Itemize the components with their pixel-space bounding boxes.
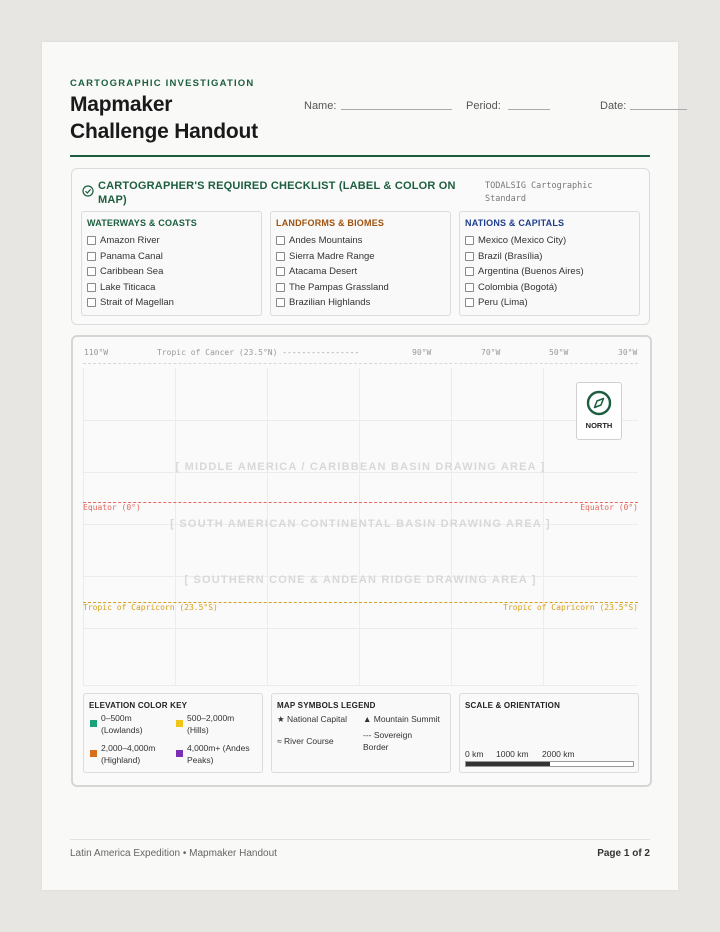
checklist-item[interactable]: Amazon River <box>87 233 174 249</box>
lowlands-swatch <box>90 720 97 727</box>
sovereign-border-symbol: --- Sovereign Border <box>363 730 413 752</box>
column-title: LANDFORMS & BIOMES <box>276 218 385 228</box>
legend-item: 2,000–4,000m (Highland) <box>101 743 156 765</box>
legend-title: MAP SYMBOLS LEGEND <box>277 701 376 710</box>
checklist-standard: TODALSIG Cartographic Standard <box>485 181 593 204</box>
checklist-item[interactable]: Argentina (Buenos Aires) <box>465 264 584 280</box>
equator-label-left: Equator (0°) <box>83 503 141 512</box>
title-line-1: Mapmaker <box>70 93 173 116</box>
checkbox[interactable] <box>276 236 285 245</box>
checkbox[interactable] <box>87 298 96 307</box>
checklist-item[interactable]: Lake Titicaca <box>87 280 174 296</box>
checklist-card <box>71 168 650 325</box>
checklist-column-nations <box>459 211 640 316</box>
top-divider <box>83 363 638 364</box>
longitude-label: 90°W <box>412 348 432 357</box>
checkbox[interactable] <box>276 252 285 261</box>
drawing-zone-label: [ SOUTHERN CONE & ANDEAN RIDGE DRAWING AREA ] <box>184 574 537 586</box>
tropic-of-cancer-label: Tropic of Cancer (23.5°N) ---------------- <box>157 348 360 357</box>
header-rule <box>70 155 650 157</box>
compass-icon <box>586 390 612 416</box>
drawing-grid[interactable] <box>83 368 638 686</box>
equator-label-right: Equator (0°) <box>580 503 638 512</box>
map-drawing-card <box>71 335 652 787</box>
legend-item: 4,000m+ (Andes Peaks) <box>187 743 250 765</box>
river-course-symbol: ≈ River Course <box>277 736 334 746</box>
scale-orientation-legend <box>459 693 639 773</box>
checkbox[interactable] <box>87 236 96 245</box>
elevation-legend <box>83 693 263 773</box>
national-capital-symbol: ★ National Capital <box>277 714 347 724</box>
legend-title: ELEVATION COLOR KEY <box>89 701 188 710</box>
name-label: Name: <box>304 100 337 112</box>
longitude-label: 30°W <box>618 348 638 357</box>
highland-swatch <box>90 750 97 757</box>
scale-tick-label: 0 km <box>465 749 484 759</box>
drawing-zone-label: [ SOUTH AMERICAN CONTINENTAL BASIN DRAWING AREA ] <box>170 518 551 530</box>
checklist-item[interactable]: Colombia (Bogotá) <box>465 280 584 296</box>
period-label: Period: <box>466 100 501 112</box>
legend-item: 0–500m (Lowlands) <box>101 713 143 735</box>
checklist-column-landforms <box>270 211 451 316</box>
checkbox[interactable] <box>276 267 285 276</box>
checklist-item[interactable]: Strait of Magellan <box>87 295 174 311</box>
scale-tick-label: 1000 km <box>496 749 529 759</box>
map-symbols-legend <box>271 693 451 773</box>
longitude-label: 70°W <box>481 348 501 357</box>
legend-item: 500–2,000m (Hills) <box>187 713 235 735</box>
checkbox[interactable] <box>87 252 96 261</box>
checklist-item[interactable]: Brazil (Brasília) <box>465 249 584 265</box>
checkbox[interactable] <box>87 283 96 292</box>
andes-peaks-swatch <box>176 750 183 757</box>
checkbox[interactable] <box>276 283 285 292</box>
mountain-summit-symbol: ▲ Mountain Summit <box>363 714 440 724</box>
kicker: CARTOGRAPHIC INVESTIGATION <box>70 78 255 89</box>
checklist-title: CARTOGRAPHER'S REQUIRED CHECKLIST (LABEL & COLOR ON MAP) <box>98 180 456 206</box>
student-fields <box>304 100 650 116</box>
longitude-label: 50°W <box>549 348 569 357</box>
checkbox[interactable] <box>87 267 96 276</box>
legend-title: SCALE & ORIENTATION <box>465 701 561 710</box>
checklist-column-waterways <box>81 211 262 316</box>
north-compass <box>576 382 622 440</box>
checklist-item[interactable]: Mexico (Mexico City) <box>465 233 584 249</box>
column-title: NATIONS & CAPITALS <box>465 218 565 228</box>
hills-swatch <box>176 720 183 727</box>
checkbox[interactable] <box>465 252 474 261</box>
longitude-label: 110°W <box>84 348 109 357</box>
page-number: Page 1 of 2 <box>597 848 650 859</box>
capricorn-label-left: Tropic of Capricorn (23.5°S) <box>83 603 218 612</box>
check-circle-icon <box>82 185 94 197</box>
title-line-2: Challenge Handout <box>70 120 258 143</box>
checklist-item[interactable]: Andes Mountains <box>276 233 389 249</box>
checkbox[interactable] <box>465 236 474 245</box>
column-title: WATERWAYS & COASTS <box>87 218 197 228</box>
compass-label: NORTH <box>585 421 613 430</box>
date-field[interactable] <box>600 100 626 112</box>
checklist-item[interactable]: Brazilian Highlands <box>276 295 389 311</box>
checklist-item[interactable]: The Pampas Grassland <box>276 280 389 296</box>
scale-bar <box>465 761 634 767</box>
footer-title: Latin America Expedition • Mapmaker Handout <box>70 848 277 859</box>
date-label: Date: <box>600 100 627 112</box>
checklist-item[interactable]: Sierra Madre Range <box>276 249 389 265</box>
footer-rule <box>70 839 650 840</box>
checkbox[interactable] <box>465 283 474 292</box>
checkbox[interactable] <box>465 267 474 276</box>
scale-bar-fill <box>466 762 550 766</box>
period-field[interactable] <box>466 100 501 112</box>
checkbox[interactable] <box>276 298 285 307</box>
checklist-item[interactable]: Panama Canal <box>87 249 174 265</box>
checklist-item[interactable]: Atacama Desert <box>276 264 389 280</box>
drawing-zone-label: [ MIDDLE AMERICA / CARIBBEAN BASIN DRAWING AREA ] <box>175 461 546 473</box>
checkbox[interactable] <box>465 298 474 307</box>
handout-page <box>42 42 678 890</box>
scale-tick-label: 2000 km <box>542 749 575 759</box>
checklist-item[interactable]: Caribbean Sea <box>87 264 174 280</box>
checklist-item[interactable]: Peru (Lima) <box>465 295 584 311</box>
page-title <box>70 91 258 145</box>
capricorn-label-right: Tropic of Capricorn (23.5°S) <box>503 603 638 612</box>
name-field[interactable] <box>304 100 336 112</box>
